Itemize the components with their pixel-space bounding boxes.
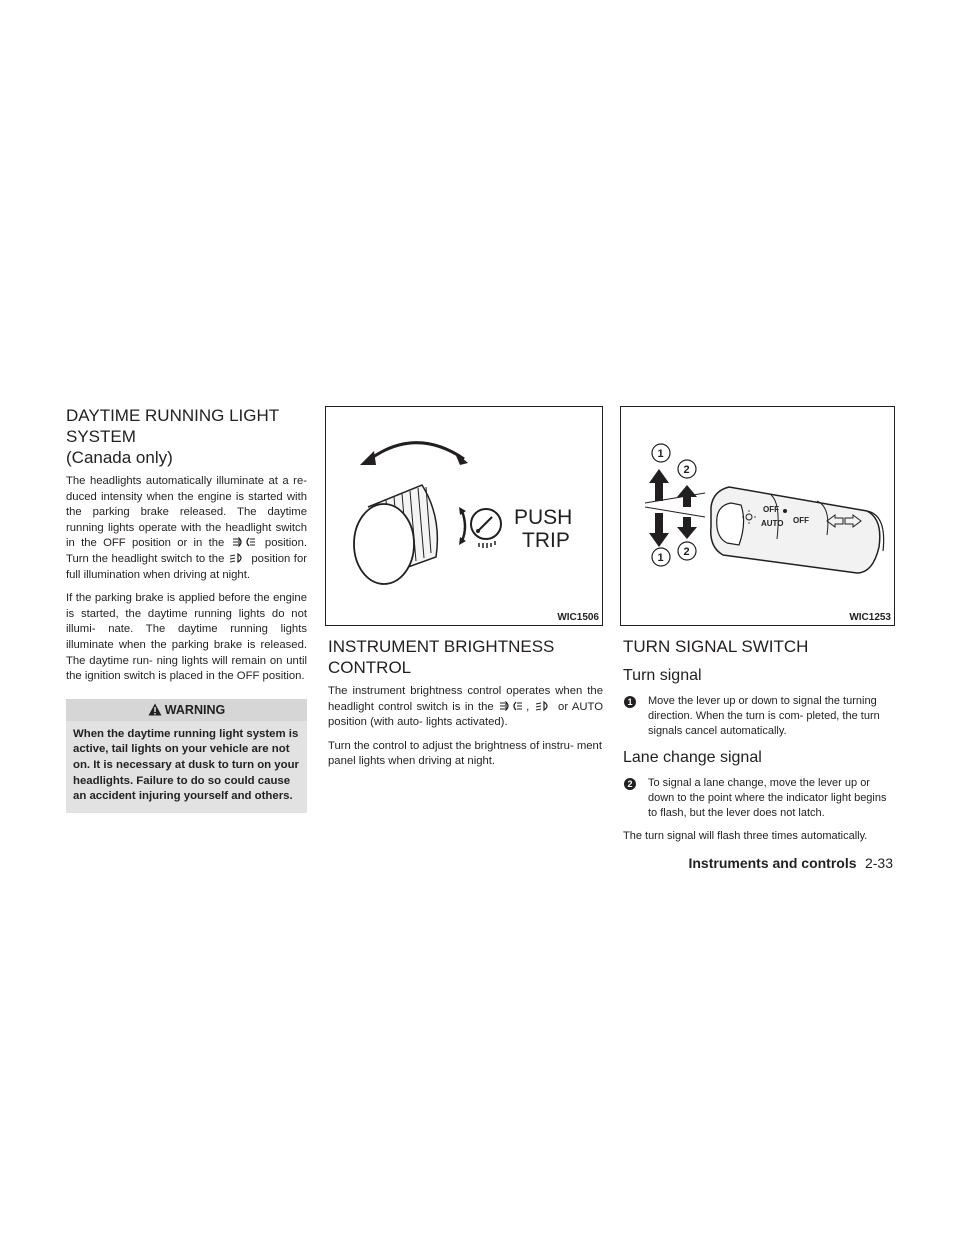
step-2 <box>623 776 895 821</box>
step-1-text: Move the lever up or down to signal the turning direction. When the turn is com- pleted, the turn signals cancel automatically. <box>648 695 880 737</box>
right-column <box>623 636 895 844</box>
warning-header: WARNING <box>66 699 307 721</box>
figure-label-auto: AUTO <box>761 519 784 528</box>
figure-label-2-top: 2 <box>683 464 690 476</box>
paragraph-drl-1: The headlights automatically illuminate at a re- duced intensity when the engine is started with the parking brake released. The daytime running lights operate with the headlight switch in the OFF position or in the position. Turn the headlight switch to the position for full illumination when driving at night. <box>66 475 307 581</box>
subsection-title-lane-change: Lane change signal <box>623 749 762 766</box>
warning-box <box>66 699 307 813</box>
figure-code: WIC1253 <box>849 612 891 623</box>
parking-light-icon <box>233 537 255 547</box>
page-number: 2-33 <box>864 855 893 871</box>
left-column <box>66 405 307 813</box>
footer-section-name: Instruments and controls <box>688 855 857 871</box>
figure-label-off: OFF <box>763 505 779 514</box>
subsection-title-turn-signal: Turn signal <box>623 667 702 684</box>
section-title-daytime-running-light: DAYTIME RUNNING LIGHT SYSTEM (Canada only) <box>66 406 279 467</box>
paragraph-brightness-2: Turn the control to adjust the brightness of instru- ment panel lights when driving at night. <box>328 739 602 768</box>
parking-light-icon <box>500 701 522 711</box>
step-1 <box>623 694 895 739</box>
paragraph-drl-2: If the parking brake is applied before the engine is started, the daytime running lights do not illumi- nate. The daytime running lights illuminate when the parking brake is released. The daytime run- ning lights will remain on until the ignition switch is placed in the OFF position. <box>66 592 307 683</box>
figure-turn-signal <box>620 406 895 626</box>
section-title-turn-signal-switch: TURN SIGNAL SWITCH <box>623 637 809 656</box>
turn-signal-lever-illustration <box>621 407 894 625</box>
paragraph-brightness-1: The instrument brightness control operates when the headlight control switch is in the , or AUTO position (with auto- lights activated). <box>328 685 604 729</box>
warning-triangle-icon <box>148 703 162 716</box>
figure-label-push: PUSH <box>514 506 573 529</box>
headlight-icon <box>536 701 550 711</box>
figure-code: WIC1506 <box>557 612 599 623</box>
headlight-icon <box>230 553 244 563</box>
figure-label-2-bottom: 2 <box>683 546 690 558</box>
step-number-badge: 1 <box>624 696 636 708</box>
step-number-badge: 2 <box>624 778 636 790</box>
page-footer <box>688 855 893 873</box>
figure-label-1-top: 1 <box>657 448 664 460</box>
paragraph-turn-signal-note: The turn signal will flash three times automatically. <box>623 830 868 842</box>
figure-instrument-brightness <box>325 406 603 626</box>
figure-label-1-bottom: 1 <box>657 552 664 564</box>
section-title-instrument-brightness: INSTRUMENT BRIGHTNESS CONTROL <box>328 637 555 677</box>
brightness-dial-illustration <box>326 407 602 625</box>
figure-label-trip: TRIP <box>522 529 570 552</box>
figure-label-off-fog: OFF <box>793 516 809 525</box>
warning-text: When the daytime running light system is active, tail lights on your vehicle are not on. It is necessary at dusk to turn on your headlights. Failure to do so could cause an accident injuring yourself and others. <box>73 727 299 803</box>
middle-column <box>328 636 603 770</box>
step-2-text: To signal a lane change, move the lever up or down to the point where the indicator light begins to flash, but the lever does not latch. <box>648 777 887 819</box>
